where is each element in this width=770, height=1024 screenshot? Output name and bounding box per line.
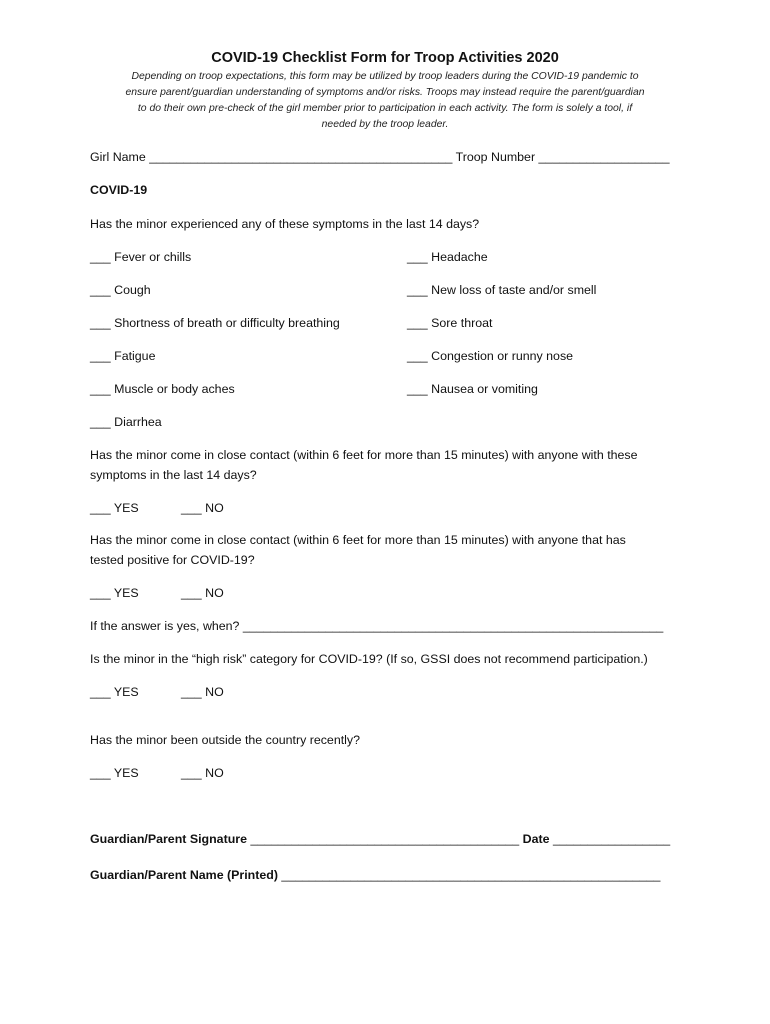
troop-number-label: Troop Number xyxy=(455,150,536,164)
yes-option xyxy=(90,766,139,780)
symptom-item xyxy=(90,283,151,297)
printed-name-label: Guardian/Parent Name (Printed) xyxy=(90,868,278,882)
followup-when-field[interactable]: _____________________________________________________________ xyxy=(242,619,664,633)
checkbox-blank[interactable]: ___ xyxy=(90,382,111,396)
symptom-label: Shortness of breath or difficulty breathing xyxy=(114,316,340,330)
girl-name-row xyxy=(90,150,669,164)
no-option xyxy=(181,501,224,515)
yes-label: YES xyxy=(113,685,139,699)
symptom-item xyxy=(90,382,235,396)
symptom-label: Headache xyxy=(431,250,488,264)
yes-option xyxy=(90,501,139,515)
no-option xyxy=(181,586,224,600)
question-contact-positive-cont: tested positive for COVID-19? xyxy=(90,553,255,567)
no-option xyxy=(181,766,224,780)
symptom-item xyxy=(90,250,191,264)
question-symptoms: Has the minor experienced any of these symptoms in the last 14 days? xyxy=(90,217,480,231)
checkbox-blank[interactable]: ___ xyxy=(181,501,202,515)
section-heading: COVID-19 xyxy=(90,183,148,197)
girl-name-label: Girl Name xyxy=(90,150,146,164)
symptom-item xyxy=(407,283,596,297)
no-label: NO xyxy=(205,501,224,515)
girl-name-field[interactable]: ____________________________________________ xyxy=(149,150,453,164)
yes-option xyxy=(90,685,139,699)
form-title: COVID-19 Checklist Form for Troop Activities 2020 xyxy=(211,50,559,66)
symptom-item xyxy=(90,415,162,429)
signature-label: Guardian/Parent Signature xyxy=(90,832,247,846)
no-option xyxy=(181,685,224,699)
yes-label: YES xyxy=(113,501,139,515)
question-travel: Has the minor been outside the country recently? xyxy=(90,733,360,747)
followup-when-label: If the answer is yes, when? xyxy=(90,619,240,633)
followup-when-row xyxy=(90,619,663,633)
checkbox-blank[interactable]: ___ xyxy=(90,766,111,780)
troop-number-field[interactable]: ___________________ xyxy=(538,150,670,164)
symptom-item xyxy=(90,349,155,363)
form-intro xyxy=(92,69,678,133)
no-label: NO xyxy=(205,586,224,600)
no-label: NO xyxy=(205,766,224,780)
question-contact-symptoms: Has the minor come in close contact (within 6 feet for more than 15 minutes) with anyone with these xyxy=(90,448,638,462)
symptom-item xyxy=(407,250,488,264)
checkbox-blank[interactable]: ___ xyxy=(407,316,428,330)
question-high-risk: Is the minor in the “high risk” category for COVID-19? (If so, GSSI does not recommend participation.) xyxy=(90,652,648,666)
intro-line: to do their own pre-check of the girl member prior to participation in each activity. The form is solely a tool, if xyxy=(137,103,633,114)
date-field[interactable]: _________________ xyxy=(552,832,671,846)
checkbox-blank[interactable]: ___ xyxy=(90,349,111,363)
symptom-label: Fatigue xyxy=(114,349,156,363)
symptom-label: Cough xyxy=(114,283,151,297)
symptom-item xyxy=(407,349,573,363)
intro-line: needed by the troop leader. xyxy=(321,119,449,130)
checkbox-blank[interactable]: ___ xyxy=(407,382,428,396)
checkbox-blank[interactable]: ___ xyxy=(407,283,428,297)
yes-option xyxy=(90,586,139,600)
checkbox-blank[interactable]: ___ xyxy=(407,349,428,363)
symptom-label: Diarrhea xyxy=(114,415,162,429)
checkbox-blank[interactable]: ___ xyxy=(90,283,111,297)
checkbox-blank[interactable]: ___ xyxy=(90,316,111,330)
intro-line: ensure parent/guardian understanding of symptoms and/or risks. Troops may instead require the parent/guardian xyxy=(125,87,645,98)
question-contact-symptoms-cont: symptoms in the last 14 days? xyxy=(90,468,257,482)
yes-label: YES xyxy=(113,766,139,780)
checkbox-blank[interactable]: ___ xyxy=(181,685,202,699)
symptom-item xyxy=(407,316,492,330)
date-label: Date xyxy=(522,832,550,846)
intro-line: Depending on troop expectations, this form may be utilized by troop leaders during the COVID-19 pandemic to xyxy=(131,71,639,82)
symptom-label: Congestion or runny nose xyxy=(431,349,574,363)
symptom-item xyxy=(90,316,340,330)
printed-name-field[interactable]: _______________________________________________________ xyxy=(281,868,661,882)
checkbox-blank[interactable]: ___ xyxy=(407,250,428,264)
checkbox-blank[interactable]: ___ xyxy=(90,250,111,264)
symptom-item xyxy=(407,382,538,396)
symptom-label: Muscle or body aches xyxy=(114,382,235,396)
checkbox-blank[interactable]: ___ xyxy=(181,586,202,600)
signature-field[interactable]: _______________________________________ xyxy=(250,832,520,846)
checkbox-blank[interactable]: ___ xyxy=(90,586,111,600)
question-contact-positive: Has the minor come in close contact (within 6 feet for more than 15 minutes) with anyone that has xyxy=(90,533,626,547)
checkbox-blank[interactable]: ___ xyxy=(181,766,202,780)
symptom-label: Fever or chills xyxy=(114,250,192,264)
signature-row xyxy=(90,832,670,846)
yes-label: YES xyxy=(113,586,139,600)
symptom-label: New loss of taste and/or smell xyxy=(431,283,597,297)
checkbox-blank[interactable]: ___ xyxy=(90,501,111,515)
checkbox-blank[interactable]: ___ xyxy=(90,685,111,699)
symptom-label: Sore throat xyxy=(431,316,493,330)
symptom-label: Nausea or vomiting xyxy=(431,382,538,396)
no-label: NO xyxy=(205,685,224,699)
printed-name-row xyxy=(90,868,660,882)
checkbox-blank[interactable]: ___ xyxy=(90,415,111,429)
